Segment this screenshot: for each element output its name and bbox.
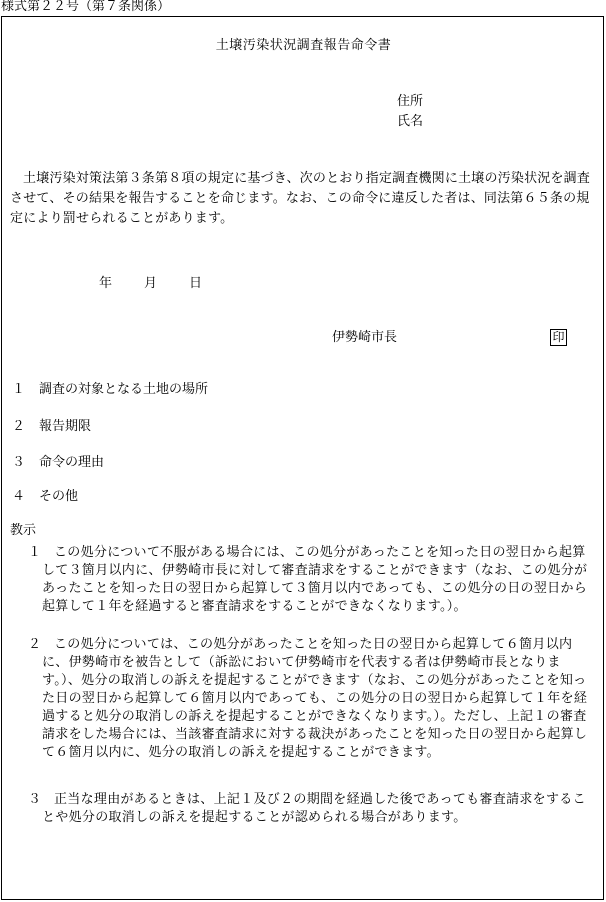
date-year-label: 年 [99,276,113,291]
instructions-heading: 教示 [10,523,37,538]
item-number: ３ [12,455,26,470]
list-item [12,489,78,505]
address-label: 住所 [397,94,424,109]
item-number: １ [12,382,26,397]
list-item [12,455,104,471]
instruction-item [10,636,590,762]
name-label: 氏名 [397,114,424,129]
document-title: 土壌汚染状況調査報告命令書 [215,38,392,53]
date-month-label: 月 [144,276,158,291]
instruction-number: ３ [28,792,42,807]
instruction-item [10,544,590,616]
item-number: ４ [12,489,26,504]
list-item [12,419,91,435]
item-number: ２ [12,419,26,434]
instruction-item [10,791,590,827]
instruction-text: 正当な理由があるときは、上記１及び２の期間を経過した後であっても審査請求をすることや処分の取消しの訴えを提起することが認められる場合があります。 [42,792,586,825]
document-frame [1,16,604,900]
date-line [99,276,202,292]
instruction-text: この処分について不服がある場合には、この処分があったことを知った日の翌日から起算して３箇月以内に、伊勢崎市長に対して審査請求をすることができます（なお、この処分があったことを知った日の翌日から起算して３箇月以内であっても、この処分の日の翌日から起算して１年を経過すると審査請求をすることができなくなります。）。 [42,545,588,614]
item-label: その他 [39,489,79,504]
item-label: 報告期限 [39,419,92,434]
instruction-number: １ [28,545,42,560]
seal-mark: 印 [550,329,567,346]
instruction-number: ２ [28,637,42,652]
instruction-text: この処分については、この処分があったことを知った日の翌日から起算して６箇月以内に、伊勢崎市を被告として（訴訟において伊勢崎市を代表する者は伊勢崎市長となります。）、処分の取消しの訴えを提起することができます（なお、この処分があったことを知った日の翌日から起算して６箇月以内であっても、この処分の日の翌日から起算して１年を経過すると処分の取消しの訴えを提起することができなくなります。）。ただし、上記１の審査請求をした場合には、当該審査請求に対する裁決があったことを知った日の翌日から起算して６箇月以内に、処分の取消しの訴えを提起することができます。 [42,637,588,760]
issuer-title: 伊勢崎市長 [332,330,398,345]
form-number: 様式第２２号（第７条関係） [1,0,171,14]
item-label: 調査の対象となる土地の場所 [39,382,209,397]
item-label: 命令の理由 [39,455,105,470]
date-day-label: 日 [189,276,203,291]
list-item [12,382,208,398]
order-body-text: 土壌汚染対策法第３条第８項の規定に基づき、次のとおり指定調査機関に土壌の汚染状況を調査させて、その結果を報告することを命じます。なお、この命令に違反した者は、同法第６５条の規定により罰せられることがあります。 [10,171,591,226]
